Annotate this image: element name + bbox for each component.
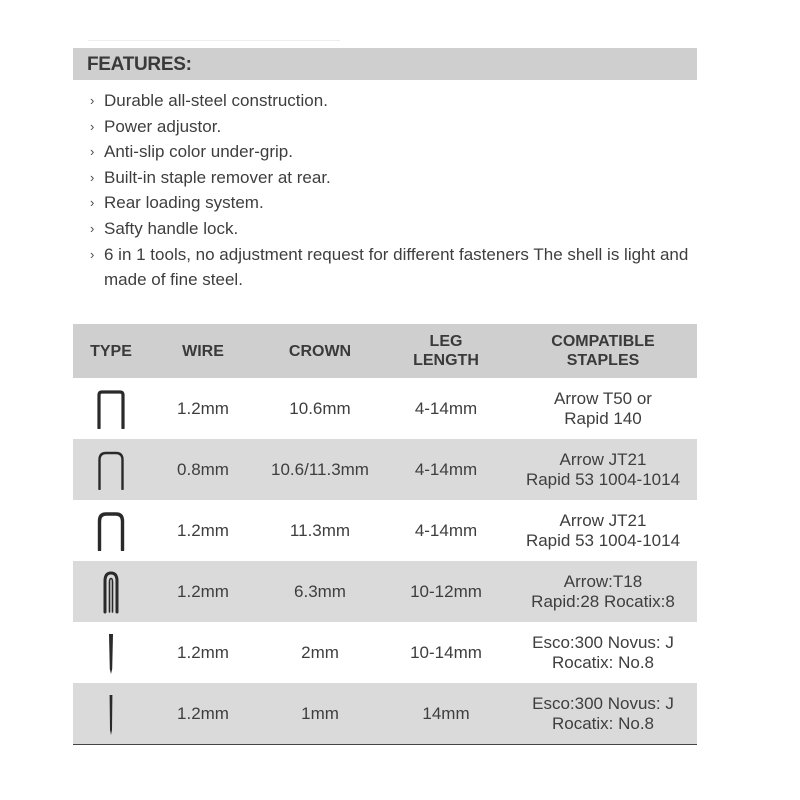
header-wire: WIRE bbox=[149, 324, 257, 378]
compat-cell bbox=[509, 622, 697, 683]
table-row bbox=[73, 378, 697, 439]
leg-cell: 4-14mm bbox=[414, 398, 478, 418]
compat-cell bbox=[509, 439, 697, 500]
bullet-chevron-icon: › bbox=[90, 220, 95, 236]
compat-line: Rocatix: No.8 bbox=[551, 713, 655, 733]
compat-line: Esco:300 Novus: J bbox=[532, 693, 674, 713]
narrow-staple-icon bbox=[95, 570, 127, 614]
top-divider bbox=[88, 40, 340, 41]
crown-cell: 2mm bbox=[301, 642, 339, 662]
leg-cell: 14mm bbox=[383, 683, 509, 745]
bullet-chevron-icon: › bbox=[90, 246, 95, 262]
feature-text: Anti-slip color under-grip. bbox=[104, 142, 293, 162]
feature-text: Safty handle lock. bbox=[104, 218, 239, 238]
header-leg-line1: LEG bbox=[429, 333, 463, 350]
feature-item bbox=[90, 165, 700, 191]
table-row bbox=[73, 439, 697, 500]
table-header-row bbox=[73, 324, 697, 378]
table-row bbox=[73, 561, 697, 622]
features-title: FEATURES: bbox=[87, 54, 192, 75]
table-row bbox=[73, 683, 697, 745]
compat-line: Rocatix: No.8 bbox=[551, 652, 655, 672]
header-compat-line2: STAPLES bbox=[566, 352, 640, 369]
brad-nail-icon bbox=[95, 631, 127, 675]
wire-cell: 1.2mm bbox=[177, 520, 229, 540]
type-cell bbox=[73, 561, 149, 622]
header-compatible-staples bbox=[509, 324, 697, 378]
feature-item bbox=[90, 88, 700, 114]
feature-text: 6 in 1 tools, no adjustment request for different fasteners The shell is light and made of fine steel. bbox=[104, 244, 689, 290]
compat-line: Rapid:28 Rocatix:8 bbox=[531, 591, 675, 611]
bullet-chevron-icon: › bbox=[90, 169, 95, 185]
compat-line: Arrow JT21 bbox=[559, 510, 647, 530]
compat-cell bbox=[509, 378, 697, 439]
header-crown: CROWN bbox=[257, 324, 383, 378]
crown-cell: 1mm bbox=[257, 683, 383, 745]
header-leg-line2: LENGTH bbox=[413, 352, 479, 369]
crown-cell: 10.6/11.3mm bbox=[257, 439, 383, 500]
compat-line: Rapid 53 1004-1014 bbox=[525, 469, 681, 489]
round-crown-staple-icon bbox=[95, 511, 127, 551]
wire-cell: 1.2mm bbox=[149, 561, 257, 622]
wire-cell: 1.2mm bbox=[177, 642, 229, 662]
feature-item bbox=[90, 242, 700, 293]
compat-line: Rapid 140 bbox=[564, 408, 642, 428]
wire-cell: 1.2mm bbox=[149, 683, 257, 745]
bullet-chevron-icon: › bbox=[90, 118, 95, 134]
compat-cell bbox=[509, 500, 697, 561]
feature-item bbox=[90, 114, 700, 140]
table-row bbox=[73, 500, 697, 561]
features-header-bar bbox=[73, 48, 697, 80]
crown-cell: 10.6mm bbox=[289, 398, 351, 418]
feature-text: Built-in staple remover at rear. bbox=[104, 167, 331, 187]
type-cell bbox=[73, 622, 149, 683]
type-cell bbox=[73, 378, 149, 439]
feature-item bbox=[90, 216, 700, 242]
leg-cell: 10-14mm bbox=[410, 642, 482, 662]
header-leg-length bbox=[383, 324, 509, 378]
type-cell bbox=[73, 500, 149, 561]
wire-cell: 1.2mm bbox=[177, 398, 229, 418]
leg-cell: 4-14mm bbox=[414, 520, 478, 540]
feature-text: Rear loading system. bbox=[104, 193, 264, 213]
table-row bbox=[73, 622, 697, 683]
bullet-chevron-icon: › bbox=[90, 195, 95, 211]
round-crown-staple-icon bbox=[95, 450, 127, 490]
leg-cell: 4-14mm bbox=[383, 439, 509, 500]
feature-item bbox=[90, 139, 700, 165]
bullet-chevron-icon: › bbox=[90, 93, 95, 108]
feature-item bbox=[90, 190, 700, 216]
feature-text: Power adjustor. bbox=[104, 116, 222, 136]
flat-crown-staple-icon bbox=[95, 389, 127, 429]
features-list bbox=[90, 88, 700, 293]
type-cell bbox=[73, 439, 149, 500]
crown-cell: 11.3mm bbox=[289, 520, 351, 540]
crown-cell: 6.3mm bbox=[257, 561, 383, 622]
compat-cell bbox=[509, 561, 697, 622]
compat-cell bbox=[509, 683, 697, 745]
header-compat-line1: COMPATIBLE bbox=[551, 333, 655, 350]
type-cell bbox=[73, 683, 149, 745]
header-type: TYPE bbox=[73, 324, 149, 378]
leg-cell: 10-12mm bbox=[383, 561, 509, 622]
compat-line: Arrow T50 or bbox=[554, 388, 652, 408]
compat-line: Esco:300 Novus: J bbox=[532, 632, 674, 652]
compat-line: Arrow:T18 bbox=[563, 571, 643, 591]
compat-line: Arrow JT21 bbox=[559, 449, 647, 469]
pin-nail-icon bbox=[95, 692, 127, 736]
wire-cell: 0.8mm bbox=[149, 439, 257, 500]
compat-line: Rapid 53 1004-1014 bbox=[525, 530, 681, 550]
staple-spec-table bbox=[73, 324, 697, 745]
feature-text: Durable all-steel construction. bbox=[104, 91, 328, 110]
bullet-chevron-icon: › bbox=[90, 144, 95, 160]
